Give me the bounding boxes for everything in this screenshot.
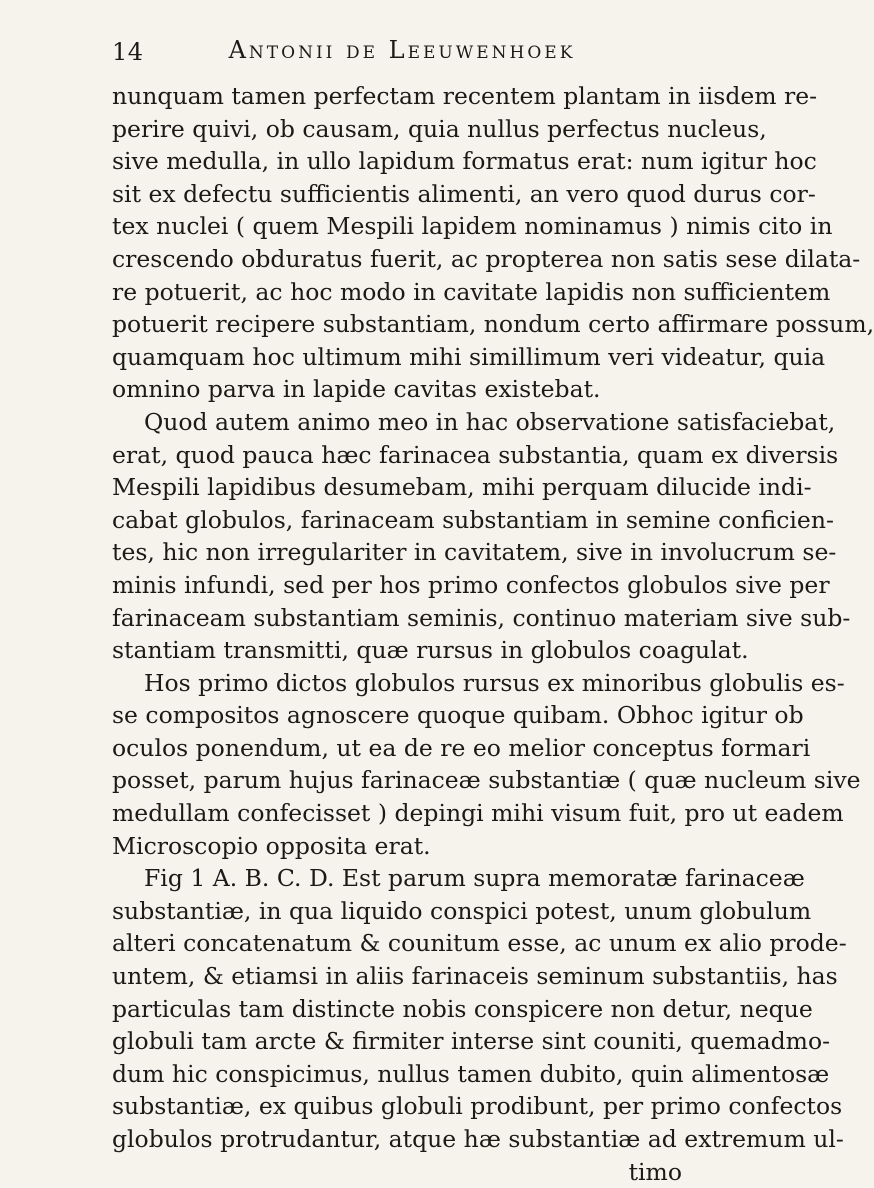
text-line: potuerit recipere substantiam, nondum certo affirmare possum,	[112, 310, 874, 339]
text-line: Microscopio opposita erat.	[112, 831, 431, 860]
text-line: re potuerit, ac hoc modo in cavitate lapidis non sufficientem	[112, 277, 831, 306]
text-line: dum hic conspicimus, nullus tamen dubito, quin alimentosæ	[112, 1059, 830, 1088]
text-line: globuli tam arcte & firmiter interse sint couniti, quemadmo-	[112, 1027, 831, 1056]
text-line: erat, quod pauca hæc farinacea substantia, quam ex diversis	[112, 440, 839, 469]
text-line: tes, hic non irregulariter in cavitatem, sive in involucrum se-	[112, 538, 837, 567]
body-text	[112, 80, 874, 1188]
page-number: 14	[112, 38, 144, 66]
text-line: minis infundi, sed per hos primo confectos globulos sive per	[112, 570, 830, 599]
text-line: globulos protrudantur, atque hæ substantiæ ad extremum ul-	[112, 1125, 844, 1153]
paragraph-start-line: Quod autem animo meo in hac observatione satisfaciebat,	[144, 407, 836, 436]
text-line: cabat globulos, farinaceam substantiam in semine conficien-	[112, 505, 834, 534]
catchword: timo	[628, 1157, 682, 1186]
text-line: se compositos agnoscere quoque quibam. Obhoc igitur ob	[112, 701, 804, 730]
text-line: untem, & etiamsi in aliis farinaceis seminum substantiis, has	[112, 962, 838, 991]
text-line: substantiæ, in qua liquido conspici potest, unum globulum	[112, 896, 812, 925]
text-line: medullam confecisset ) depingi mihi visum fuit, pro ut eadem	[112, 799, 844, 828]
text-line: tex nuclei ( quem Mespili lapidem nominamus ) nimis cito in	[112, 212, 833, 241]
paragraph-start-line: Hos primo dictos globulos rursus ex minoribus globulis es-	[144, 668, 845, 697]
text-line: omnino parva in lapide cavitas existebat.	[112, 375, 601, 404]
text-line: farinaceam substantiam seminis, continuo materiam sive sub-	[112, 603, 851, 632]
text-line: sit ex defectu sufficientis alimenti, an vero quod durus cor-	[112, 179, 816, 208]
text-line: sive medulla, in ullo lapidum formatus erat: num igitur hoc	[112, 147, 817, 176]
text-line: alteri concatenatum & counitum esse, ac unum ex alio prode-	[112, 929, 847, 958]
figure-reference-line: Fig 1 A. B. C. D. Est parum supra memoratæ farinaceæ	[144, 864, 805, 893]
text-line: perire quivi, ob causam, quia nullus perfectus nucleus,	[112, 114, 767, 143]
text-line: particulas tam distincte nobis conspicere non detur, neque	[112, 994, 813, 1023]
text-line: stantiam transmitti, quæ rursus in globulos coagulat.	[112, 636, 749, 665]
text-line: quamquam hoc ultimum mihi simillimum veri videatur, quia	[112, 342, 826, 371]
text-line: oculos ponendum, ut ea de re eo melior conceptus formari	[112, 733, 811, 762]
text-line: substantiæ, ex quibus globuli prodibunt, per primo confectos	[112, 1092, 843, 1121]
text-line: nunquam tamen perfectam recentem plantam in iisdem re-	[112, 82, 818, 110]
running-title: Antonii de Leeuwenhoek	[228, 36, 576, 64]
text-line: crescendo obduratus fuerit, ac propterea non satis sese dilata-	[112, 244, 861, 273]
text-line: posset, parum hujus farinaceæ substantiæ ( quæ nucleum sive	[112, 766, 861, 795]
text-line: Mespili lapidibus desumebam, mihi perquam dilucide indi-	[112, 473, 812, 502]
page-header	[112, 36, 692, 68]
